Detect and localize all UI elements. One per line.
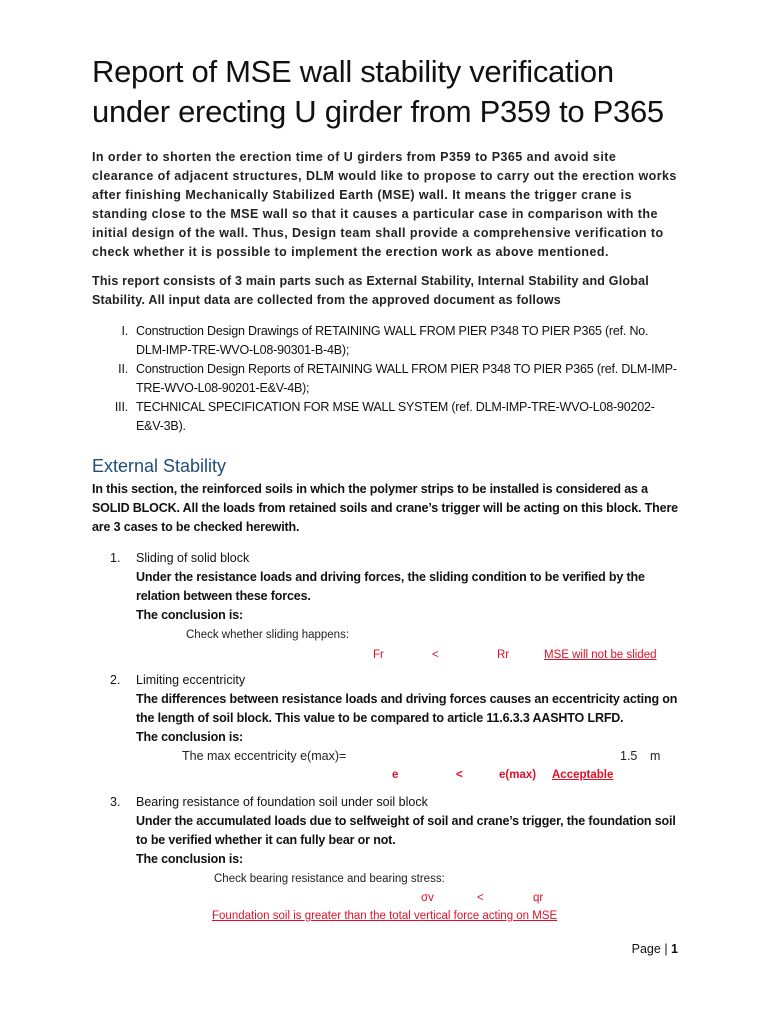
check-item-bearing: 3. Bearing resistance of foundation soil under soil block Under the accumulated loads due to selfweight of soil and crane’s trigger, the foundation soil to be verified whether it can fully bear or not. The conclusion is: Check bearing resistance and bearing stress: σv < qr Foundation soil is greater than the total vertical force acting on MSE xyxy=(92,793,678,927)
item-title: Bearing resistance of foundation soil under soil block xyxy=(136,795,428,809)
footer-separator: | xyxy=(664,942,668,956)
page-number: 1 xyxy=(671,942,678,956)
intro-paragraph-1: In order to shorten the erection time of U girders from P359 to P365 and avoid site clearance of adjacent structures, DLM would like to propose to carry out the erection works after finishing Mechanically Stabilized Earth (MSE) wall. It means the trigger crane is standing close to the MSE wall so that it causes a particular case in comparison with the initial design of the wall. Thus, Design team shall provide a comprehensive verification to check whether it is possible to implement the erection work as above mentioned. xyxy=(92,150,677,259)
conclusion-label: The conclusion is: xyxy=(136,730,244,744)
result-text: MSE will not be slided xyxy=(544,649,657,661)
footer-label: Page xyxy=(631,942,661,956)
check-item-eccentricity: 2. Limiting eccentricity The differences between resistance loads and driving forces causes an eccentricity acting on the length of soil block. This value to be compared to article 11.6.3.3 AASHTO LRFD. The conclusion is: The max eccentricity e(max)= 1.5 m e < e(max) Acceptable xyxy=(92,671,678,793)
reference-item: III. TECHNICAL SPECIFICATION FOR MSE WALL SYSTEM (ref. DLM-IMP-TRE-WVO-L08-90202-E&V-3B). xyxy=(114,400,655,433)
left-term: e xyxy=(392,769,399,781)
result-text: Foundation soil is greater than the total vertical force acting on MSE xyxy=(212,910,558,922)
item-body: Under the accumulated loads due to selfweight of soil and crane’s trigger, the foundation soil to be verified whether it can fully bear or not. xyxy=(136,814,676,847)
check-label: Check whether sliding happens: xyxy=(186,629,350,641)
reference-item: II. Construction Design Reports of RETAINING WALL FROM PIER P348 TO PIER P365 (ref. DLM-IMP-TRE-WVO-L08-90201-E&V-4B); xyxy=(118,362,677,395)
operator: < xyxy=(456,769,463,781)
conclusion-label: The conclusion is: xyxy=(136,852,244,866)
conclusion-block xyxy=(136,869,678,927)
left-term: σv xyxy=(421,892,434,904)
reference-list xyxy=(92,322,678,436)
unit: m xyxy=(650,749,661,763)
intro-paragraph-2: This report consists of 3 main parts such as External Stability, Internal Stability and Global Stability. All input data are collected from the approved document as follows xyxy=(92,274,649,307)
operator: < xyxy=(432,649,439,661)
item-body: Under the resistance loads and driving forces, the sliding condition to be verified by the relation between these forces. xyxy=(136,570,645,603)
right-term: qr xyxy=(533,892,544,904)
conclusion-label: The conclusion is: xyxy=(136,608,244,622)
conclusion-block xyxy=(136,747,678,793)
reference-item: I. Construction Design Drawings of RETAINING WALL FROM PIER P348 TO PIER P365 (ref. No. DLM-IMP-TRE-WVO-L08-90301-B-4B); xyxy=(121,324,649,357)
right-term: Rr xyxy=(497,649,510,661)
item-body: The differences between resistance loads and driving forces causes an eccentricity acting on the length of soil block. This value to be compared to article 11.6.3.3 AASHTO LRFD. xyxy=(136,692,678,725)
item-title: Sliding of solid block xyxy=(136,551,250,565)
operator: < xyxy=(477,892,484,904)
check-item-sliding: 1. Sliding of solid block Under the resistance loads and driving forces, the sliding condition to be verified by the relation between these forces. The conclusion is: Check whether sliding happens: Fr < Rr MSE will not be slided xyxy=(92,549,678,671)
check-label: Check bearing resistance and bearing stress: xyxy=(214,873,445,885)
item-title: Limiting eccentricity xyxy=(136,673,246,687)
left-term: Fr xyxy=(373,649,384,661)
page-footer xyxy=(0,942,678,956)
result-text: Acceptable xyxy=(552,769,614,781)
value: 1.5 xyxy=(620,749,638,763)
conclusion-block xyxy=(136,625,678,671)
document-page xyxy=(92,52,678,927)
right-term: e(max) xyxy=(499,769,537,781)
section-heading-external-stability: External Stability xyxy=(92,456,227,476)
section-intro: In this section, the reinforced soils in which the polymer strips to be installed is considered as a SOLID BLOCK. All the loads from retained soils and crane’s trigger will be acting on this block. There are 3 cases to be checked herewith. xyxy=(92,482,678,534)
report-title: Report of MSE wall stability verification under erecting U girder from P359 to P365 xyxy=(92,54,664,129)
check-label: The max eccentricity e(max)= xyxy=(182,749,347,763)
